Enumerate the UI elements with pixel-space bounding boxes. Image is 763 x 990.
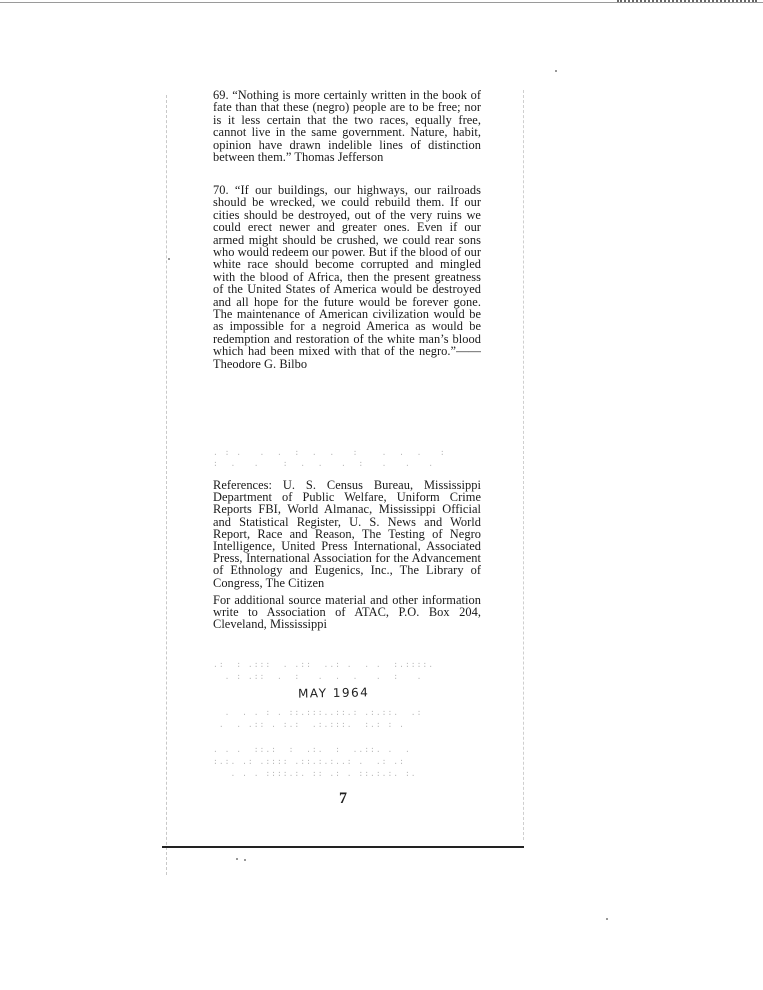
faded-bleed-through: .: : .::: . .:: ..: . . . :.::::.: [213, 660, 435, 669]
faded-bleed-through: :.:. .: .:::: .::.:.:..: . .: .:: [213, 757, 405, 766]
page-right-edge: [523, 90, 524, 840]
source-info-text: For additional source material and other information write to Association of ATAC, P.O. Box 204, Cleveland, Mississippi: [213, 593, 481, 632]
references-text: References: U. S. Census Bureau, Mississippi Department of Public Welfare, Uniform Crime Reports FBI, World Almanac, Mississippi Official and Statistical Register, U. S. News and World Report, Race and Reason, The Testing of Negro Intelligence, United Press International, Associated Press, International Association for the Advancement of Ethnology and Eugenics, Inc., The Library of Congress, The Citizen: [213, 478, 481, 590]
faded-bleed-through: . . . ::::.:. :: .: . ::.:.:. :.: [213, 769, 417, 778]
bottom-rule: [162, 846, 524, 848]
scan-speck: [168, 258, 170, 260]
faded-bleed-through: . . .:: . :.: .:.:::. :.: : .: [213, 720, 405, 729]
source-info: [213, 594, 481, 631]
faded-bleed-through: . . . : . ::.:::..::.: .:.::. .:: [213, 708, 423, 717]
faded-bleed-through: . : .:: . : . . . . : .: [213, 672, 423, 681]
faded-bleed-through: : . . : . . . : . . .: [213, 459, 435, 468]
quote-69-text: 69. “Nothing is more certainly written in the book of fate than that these (negro) people are to be free; nor is it less certain that the two races, equally free, cannot live in the same government. Nature, habit, opinion have drawn indelible lines of distinction between them.” Thomas Jefferson: [213, 88, 481, 165]
references: [213, 479, 481, 589]
quote-70-text: 70. “If our buildings, our highways, our railroads should be wrecked, we could rebuild them. If our cities should be destroyed, out of the very ruins we could erect newer and greater ones. Even if our armed might should be crushed, we could rear sons who would redeem our power. But if the blood of our white race should become corrupted and mingled with the blood of Africa, then the present greatness of the United States of America would be destroyed and all hope for the future would be forever gone. The maintenance of American civilization would be as impossible for a negroid America as would be redemption and restoration of the white man’s blood which had been mixed with that of the negro.”——Theodore G. Bilbo: [213, 183, 481, 371]
date-stamp: MAY 1964: [297, 685, 370, 701]
page-number: 7: [339, 790, 347, 807]
scan-speck: [244, 859, 246, 861]
top-edge-dots: [617, 0, 757, 5]
scan-speck: [236, 858, 238, 860]
scan-speck: [606, 918, 608, 920]
faded-bleed-through: . . . ::.: : .:. : ..::. . .: [213, 745, 411, 754]
faded-bleed-through: . : . . . : . . : . . . :: [213, 448, 446, 457]
page-left-edge: [166, 95, 167, 875]
scan-speck: [555, 70, 557, 72]
quote-69: [213, 89, 481, 163]
quote-70: [213, 184, 481, 370]
